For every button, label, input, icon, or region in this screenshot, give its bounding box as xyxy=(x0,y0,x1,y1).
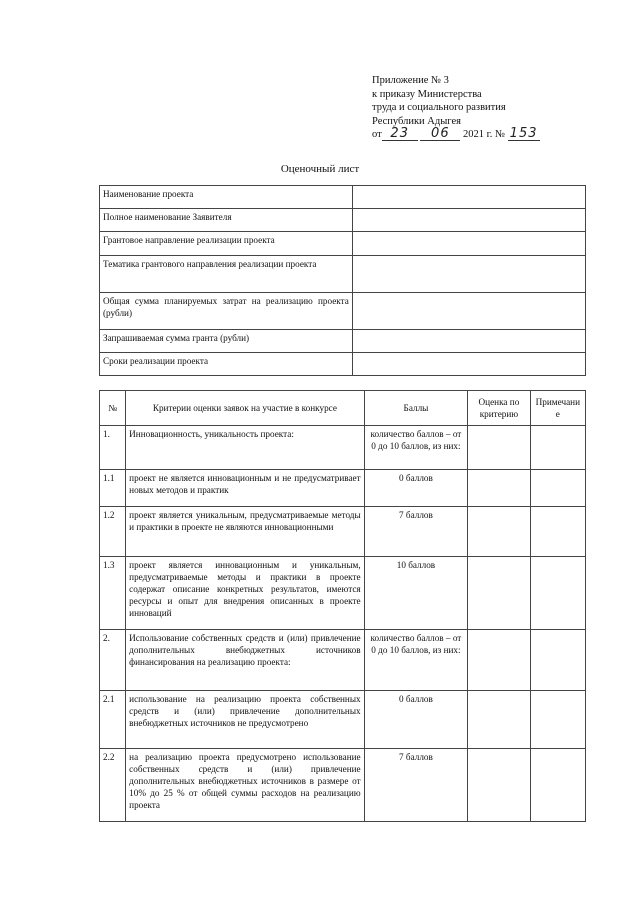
info-label: Наименование проекта xyxy=(100,186,353,209)
criteria-row xyxy=(100,557,586,630)
document-title: Оценочный лист xyxy=(280,163,360,175)
info-row xyxy=(100,353,586,376)
appendix-line-4: Республики Адыгея xyxy=(372,115,461,127)
row-num: 1.2 xyxy=(100,507,126,557)
info-label: Общая сумма планируемых затрат на реализацию проекта (рубли) xyxy=(100,293,353,330)
row-note-cell xyxy=(530,630,585,691)
row-score-cell xyxy=(468,507,530,557)
row-score-cell xyxy=(468,557,530,630)
info-label: Грантовое направление реализации проекта xyxy=(100,232,353,256)
criteria-row xyxy=(100,507,586,557)
row-num: 1.1 xyxy=(100,470,126,507)
order-number: 153 xyxy=(508,128,540,141)
header-num: № xyxy=(100,391,126,426)
row-points: 0 баллов xyxy=(364,470,468,507)
appendix-date-line xyxy=(372,128,540,142)
row-points: количество баллов – от 0 до 10 баллов, из них: xyxy=(364,426,468,470)
row-score-cell xyxy=(468,426,530,470)
row-criteria: использование на реализацию проекта собственных средств и (или) привлечение дополнительных внебюджетных источников не предусмотрено xyxy=(126,691,364,749)
info-value-cell xyxy=(352,330,585,353)
row-score-cell xyxy=(468,691,530,749)
info-row xyxy=(100,293,586,330)
info-value-cell xyxy=(352,232,585,256)
row-points: 10 баллов xyxy=(364,557,468,630)
criteria-table xyxy=(99,390,586,822)
appendix-header xyxy=(372,74,540,142)
row-num: 1. xyxy=(100,426,126,470)
row-criteria: Использование собственных средств и (или) привлечение дополнительных внебюджетных источников финансирования на реализацию проекта: xyxy=(126,630,364,691)
info-row xyxy=(100,256,586,293)
date-month: 06 xyxy=(420,128,460,141)
row-num: 1.3 xyxy=(100,557,126,630)
row-note-cell xyxy=(530,691,585,749)
criteria-row xyxy=(100,426,586,470)
appendix-line-2: к приказу Министерства xyxy=(372,88,482,100)
row-num: 2.2 xyxy=(100,749,126,822)
info-row xyxy=(100,330,586,353)
row-criteria: Инновационность, уникальность проекта: xyxy=(126,426,364,470)
criteria-row xyxy=(100,749,586,822)
row-num: 2.1 xyxy=(100,691,126,749)
criteria-header-row xyxy=(100,391,586,426)
header-note: Примечание xyxy=(530,391,585,426)
appendix-line-1: Приложение № 3 xyxy=(372,75,449,86)
info-label: Запрашиваемая сумма гранта (рубли) xyxy=(100,330,353,353)
info-value-cell xyxy=(352,186,585,209)
header-points: Баллы xyxy=(364,391,468,426)
row-score-cell xyxy=(468,470,530,507)
date-prefix: от xyxy=(372,129,382,140)
criteria-row xyxy=(100,630,586,691)
criteria-row xyxy=(100,470,586,507)
header-score: Оценка по критерию xyxy=(468,391,530,426)
info-label: Полное наименование Заявителя xyxy=(100,209,353,232)
row-note-cell xyxy=(530,507,585,557)
row-criteria: на реализацию проекта предусмотрено использование собственных средств и (или) привлечение дополнительных внебюджетных источников в размере от 10% до 25 % от общей суммы расходов на реализацию проекта xyxy=(126,749,364,822)
row-score-cell xyxy=(468,630,530,691)
info-value-cell xyxy=(352,353,585,376)
row-points: 7 баллов xyxy=(364,749,468,822)
info-row xyxy=(100,209,586,232)
info-label: Тематика грантового направления реализации проекта xyxy=(100,256,353,293)
info-value-cell xyxy=(352,293,585,330)
info-row xyxy=(100,232,586,256)
row-note-cell xyxy=(530,557,585,630)
criteria-row xyxy=(100,691,586,749)
row-points: 0 баллов xyxy=(364,691,468,749)
header-criteria: Критерии оценки заявок на участие в конкурсе xyxy=(126,391,364,426)
date-year: 2021 г. № xyxy=(462,129,505,140)
row-points: 7 баллов xyxy=(364,507,468,557)
row-num: 2. xyxy=(100,630,126,691)
project-info-table xyxy=(99,185,586,376)
row-note-cell xyxy=(530,470,585,507)
info-value-cell xyxy=(352,209,585,232)
info-value-cell xyxy=(352,256,585,293)
row-criteria: проект является уникальным, предусматриваемые методы и практики в проекте не являются инновационными xyxy=(126,507,364,557)
info-row xyxy=(100,186,586,209)
info-label: Сроки реализации проекта xyxy=(100,353,353,376)
row-note-cell xyxy=(530,749,585,822)
row-note-cell xyxy=(530,426,585,470)
row-criteria: проект не является инновационным и не предусматривает новых методов и практик xyxy=(126,470,364,507)
row-score-cell xyxy=(468,749,530,822)
row-points: количество баллов – от 0 до 10 баллов, из них: xyxy=(364,630,468,691)
appendix-line-3: труда и социального развития xyxy=(372,102,506,113)
date-day: 23 xyxy=(382,128,418,141)
row-criteria: проект является инновационным и уникальным, предусматриваемые методы и практики в проекте содержат описание конкретных результатов, имеются ресурсы и опыт для внедрения описанных в проекте инноваций xyxy=(126,557,364,630)
